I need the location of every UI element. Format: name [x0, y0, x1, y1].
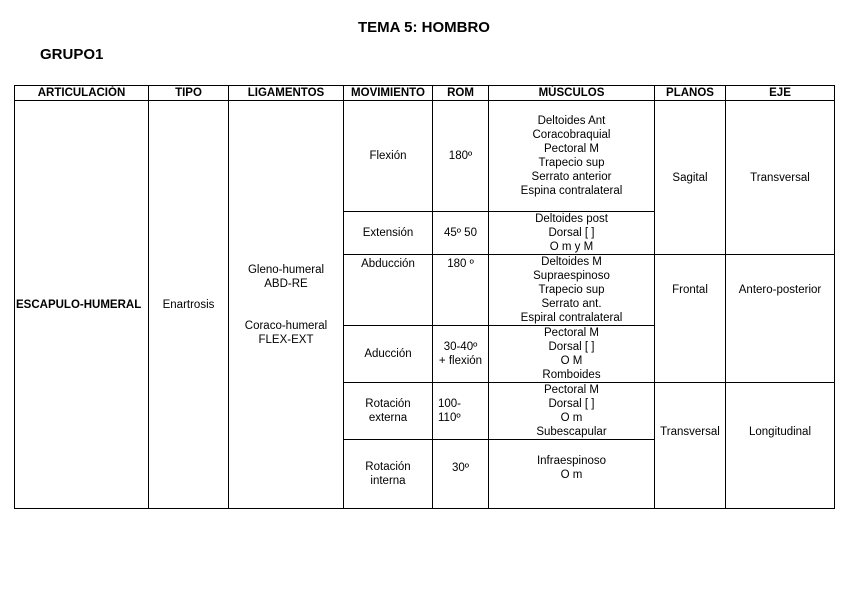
musculo-line: Dorsal [ ]	[548, 398, 595, 410]
movimiento-line: interna	[370, 475, 406, 487]
musculo-line: O m	[560, 412, 583, 424]
planos-cell: Sagital	[655, 101, 726, 255]
musculo-line: Pectoral M	[544, 327, 599, 339]
header-movimiento: MOVIMIENTO	[344, 86, 433, 101]
musculo-line: O m	[560, 469, 583, 481]
ligamento-line: ABD-RE	[264, 277, 308, 290]
rom-cell	[433, 101, 489, 212]
musculos-cell	[489, 326, 655, 383]
header-eje: EJE	[726, 86, 835, 101]
movimiento-cell	[344, 326, 433, 383]
movimiento-line: externa	[368, 412, 408, 424]
header-tipo: TIPO	[149, 86, 229, 101]
movimiento-cell	[344, 212, 433, 255]
movimiento-cell	[344, 255, 433, 326]
movimiento-line: Aducción	[364, 348, 412, 360]
musculo-line: Pectoral M	[544, 143, 599, 155]
movimiento-line: Abducción	[361, 258, 415, 270]
header-musculos: MÚSCULOS	[489, 86, 655, 101]
musculo-line: Coracobraquial	[532, 129, 611, 141]
header-ligamentos: LIGAMENTOS	[229, 86, 344, 101]
planos-cell: Transversal	[655, 383, 726, 509]
movimiento-line: Rotación	[365, 461, 411, 473]
musculo-line: O m y M	[549, 241, 594, 253]
header-rom: ROM	[433, 86, 489, 101]
articulacion-cell: ESCAPULO-HUMERAL	[15, 101, 149, 509]
musculo-line: Infraespinoso	[536, 455, 607, 467]
musculos-cell	[489, 383, 655, 440]
musculo-line: Trapecio sup	[538, 157, 605, 169]
musculo-line: Serrato anterior	[531, 171, 612, 183]
page-title: TEMA 5: HOMBRO	[358, 19, 490, 36]
ligamento-line: Gleno-humeral	[247, 263, 325, 276]
rom-cell	[433, 440, 489, 509]
musculo-line: O M	[560, 355, 583, 367]
rom-line: 30º	[452, 462, 469, 474]
table-row	[15, 101, 835, 212]
musculo-line: Espiral contralateral	[520, 312, 623, 324]
musculos-cell	[489, 101, 655, 212]
musculo-line: Dorsal [ ]	[548, 341, 595, 353]
musculo-line: Romboides	[542, 369, 601, 381]
musculo-line: Deltoides Ant	[537, 115, 606, 127]
eje-cell: Longitudinal	[726, 383, 835, 509]
shoulder-table	[14, 85, 835, 509]
rom-line: 180º	[448, 150, 473, 162]
movimiento-line: Rotación	[365, 398, 411, 410]
movimiento-cell	[344, 101, 433, 212]
ligamentos-cell	[229, 101, 344, 509]
rom-cell	[433, 326, 489, 383]
movimiento-cell	[344, 383, 433, 440]
musculo-line: Supraespinoso	[533, 270, 610, 282]
group-heading: GRUPO1	[40, 46, 104, 63]
rom-cell	[433, 255, 489, 326]
musculo-line: Espina contralateral	[520, 185, 623, 197]
rom-line: 45º 50	[444, 227, 477, 239]
musculo-line: Pectoral M	[544, 384, 599, 396]
musculos-cell	[489, 255, 655, 326]
movimiento-line: Extensión	[362, 227, 414, 239]
ligamento-spacer	[231, 291, 341, 319]
header-planos: PLANOS	[655, 86, 726, 101]
musculo-line: Subescapular	[536, 426, 607, 438]
ligamento-line: FLEX-EXT	[258, 333, 314, 346]
rom-line: 110º	[438, 412, 461, 424]
planos-cell: Frontal	[655, 255, 726, 383]
header-articulacion: ARTICULACIÓN	[15, 86, 149, 101]
movimiento-line: Flexión	[369, 150, 407, 162]
musculo-line: Dorsal [ ]	[548, 227, 595, 239]
musculo-line: Trapecio sup	[538, 284, 605, 296]
rom-line: 180 º	[447, 258, 474, 270]
rom-line: 100-	[438, 398, 462, 410]
musculo-line: Deltoides M	[541, 256, 602, 268]
ligamento-line: Coraco-humeral	[244, 319, 328, 332]
musculos-cell	[489, 440, 655, 509]
musculo-line: Serrato ant.	[541, 298, 602, 310]
movimiento-cell	[344, 440, 433, 509]
tipo-cell: Enartrosis	[149, 101, 229, 509]
eje-cell: Antero-posterior	[726, 255, 835, 383]
rom-line: 30-40º	[443, 341, 478, 353]
rom-cell	[433, 212, 489, 255]
musculos-cell	[489, 212, 655, 255]
eje-cell: Transversal	[726, 101, 835, 255]
musculo-line: Deltoides post	[535, 213, 608, 225]
rom-line: + flexión	[438, 355, 483, 367]
rom-cell	[433, 383, 489, 440]
header-row	[15, 86, 835, 101]
